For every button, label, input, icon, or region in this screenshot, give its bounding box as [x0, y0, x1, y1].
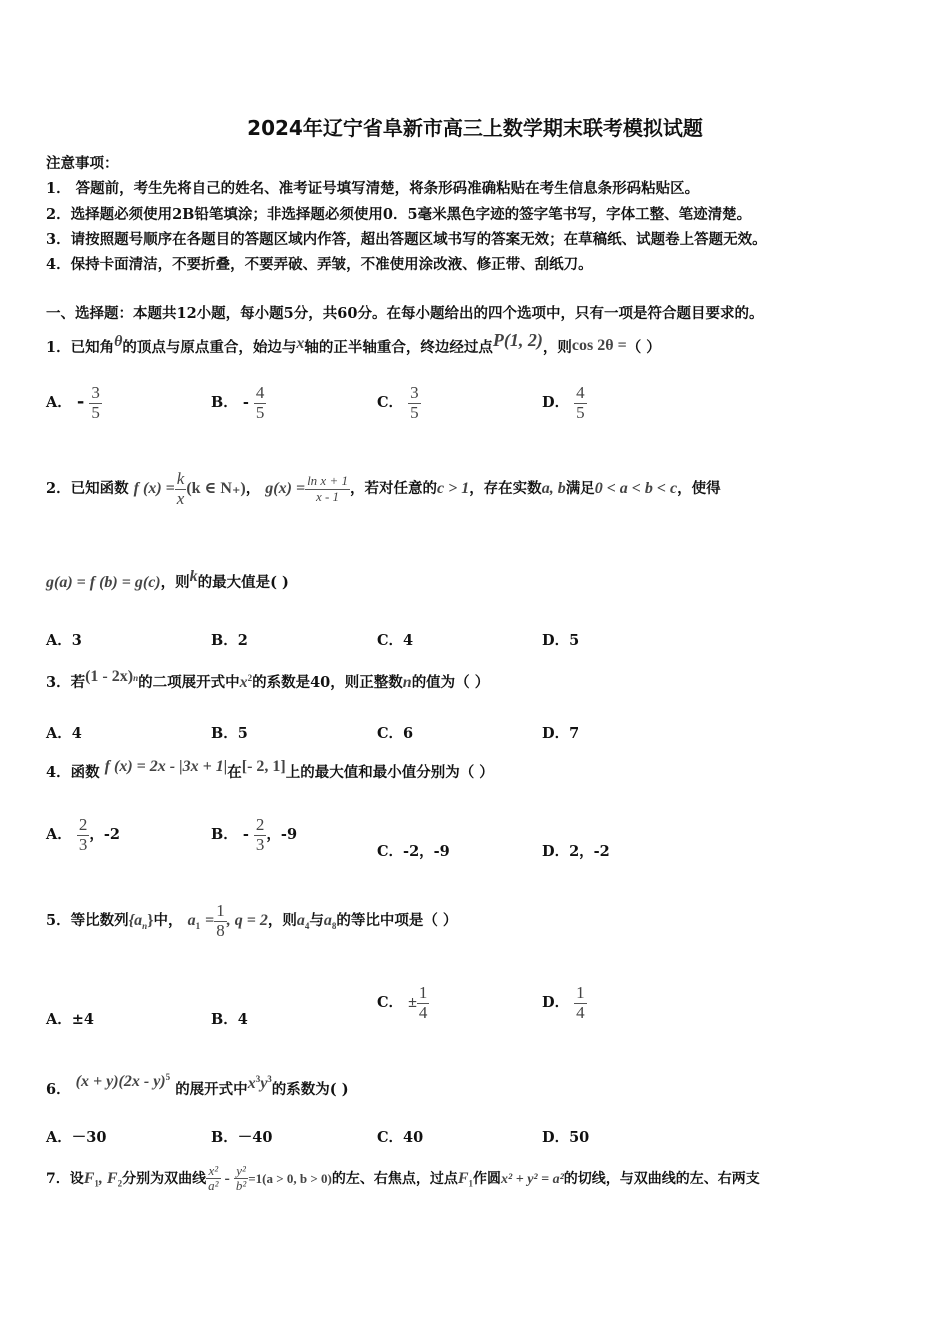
q4-option-b[interactable]: B． - $\frac{2}{3}$ ，-9	[211, 815, 298, 854]
q1-option-d[interactable]: D． $\frac{4}{5}$	[542, 383, 585, 422]
q6-option-d[interactable]: D．50	[542, 1129, 590, 1146]
notice-item-1: 1． 答题前，考生先将自己的姓名、准考证号填写清楚，将条形码准确粘贴在考生信息条形码粘贴区。	[46, 180, 700, 197]
question-2: 2．已知函数 f (x) = $\frac{k}{x}$ (k ∈ N₊)， g(x) = $\frac{\text{ln x + 1}}{x - 1}$ ，若对任意的c > 1，存在实数a, b满足0 < a < b < c，使得	[46, 469, 721, 508]
q4-option-d[interactable]: D．2，-2	[542, 843, 610, 860]
question-7: 7．设$F_1$, $F_2$分别为双曲线 $\frac{\text{x²}}{\text{a²}}$ - $\frac{\text{y²}}{\text{b²}}$ =1(a > 0, b > 0)的左、右焦点，过点$F_1$作圆x² + y² = a²的切线，与双曲线的左、右两支	[46, 1163, 760, 1194]
q3-option-c[interactable]: C．6	[377, 725, 414, 742]
q5-option-b[interactable]: B．4	[211, 1011, 248, 1028]
q2-option-c[interactable]: C．4	[377, 632, 414, 649]
q2-option-d[interactable]: D．5	[542, 632, 580, 649]
question-5: 5．等比数列$\{a_n\}$中， $a_1$ = $\frac{1}{8}$ , q = 2，则$a_4$与$a_8$的等比中项是（ ）	[46, 901, 458, 940]
q1-option-c[interactable]: C． $\frac{3}{5}$	[377, 383, 419, 422]
notice-item-4: 4．保持卡面清洁，不要折叠，不要弄破、弄皱，不准使用涂改液、修正带、刮纸刀。	[46, 256, 593, 273]
q6-option-a[interactable]: A．－30	[46, 1129, 107, 1146]
q6-option-b[interactable]: B．－40	[211, 1129, 273, 1146]
question-1: 1．已知角θ的顶点与原点重合，始边与x轴的正半轴重合，终边经过点P(1, 2)，则cos 2θ =（ ）	[46, 330, 661, 356]
q1-option-a[interactable]: A． - $\frac{3}{5}$	[46, 383, 100, 422]
question-2-cont: g(a) = f (b) = g(c)，则k的最大值是( )	[46, 568, 289, 591]
q1-option-b[interactable]: B． - $\frac{4}{5}$	[211, 383, 265, 422]
q2-option-a[interactable]: A．3	[46, 632, 82, 649]
q4-option-c[interactable]: C．-2，-9	[377, 843, 450, 860]
notice-item-2: 2．选择题必须使用2B铅笔填涂；非选择题必须使用0．5毫米黑色字迹的签字笔书写，字体工整、笔迹清楚。	[46, 206, 752, 223]
question-4: 4．函数 f (x) = 2x - |3x + 1|在[- 2, 1]上的最大值和最小值分别为（ ）	[46, 758, 494, 781]
notice-item-3: 3．请按照题号顺序在各题目的答题区域内作答，超出答题区域书写的答案无效；在草稿纸、试题卷上答题无效。	[46, 231, 767, 248]
question-3: 3．若(1 - 2x)$^n$的二项展开式中$x^2$的系数是40，则正整数n的值为（ ）	[46, 668, 490, 691]
q6-option-c[interactable]: C．40	[377, 1129, 424, 1146]
q5-option-d[interactable]: D． $\frac{1}{4}$	[542, 983, 585, 1022]
notice-heading: 注意事项：	[46, 155, 119, 172]
q3-option-a[interactable]: A．4	[46, 725, 82, 742]
q5-option-a[interactable]: A．±4	[46, 1011, 95, 1028]
question-6: 6． (x + y)(2x - y)$^5$ 的展开式中$x^3y^3$的系数为( )	[46, 1072, 349, 1098]
q3-option-b[interactable]: B．5	[211, 725, 248, 742]
q3-option-d[interactable]: D．7	[542, 725, 580, 742]
q4-option-a[interactable]: A． $\frac{2}{3}$ ，-2	[46, 815, 120, 854]
section-heading: 一、选择题：本题共12小题，每小题5分，共60分。在每小题给出的四个选项中，只有一项是符合题目要求的。	[46, 305, 764, 322]
page-title: 2024年辽宁省阜新市高三上数学期末联考模拟试题	[247, 116, 703, 140]
q5-option-c[interactable]: C． ± $\frac{1}{4}$	[377, 983, 428, 1022]
q2-option-b[interactable]: B．2	[211, 632, 248, 649]
